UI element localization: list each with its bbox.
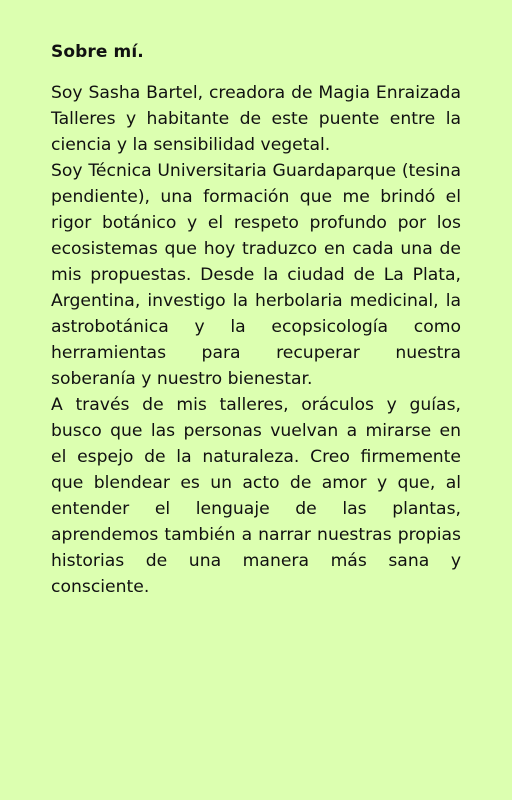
intro-paragraph: Soy Sasha Bartel, creadora de Magia Enraizada Talleres y habitante de este puente entre la ciencia y la sensibilidad vegetal.	[51, 83, 461, 155]
background-paragraph: Soy Técnica Universitaria Guardaparque (tesina pendiente), una formación que me brindó el rigor botánico y el respeto profundo por los ecosistemas que hoy traduzco en cada una de mis propuestas. Desde la ciudad de La Plata, Argentina, investigo la herbolaria medicinal, la astrobotánica y la ecopsicología como herramientas para recuperar nuestra soberanía y nuestro bienestar.	[51, 161, 461, 389]
page-title: Sobre mí.	[51, 42, 144, 62]
mission-paragraph: A través de mis talleres, oráculos y guías, busco que las personas vuelvan a mirarse en el espejo de la naturaleza. Creo firmemente que blendear es un acto de amor y que, al entender el lenguaje de las plantas, aprendemos también a narrar nuestras propias historias de una manera más sana y consciente.	[51, 395, 461, 597]
